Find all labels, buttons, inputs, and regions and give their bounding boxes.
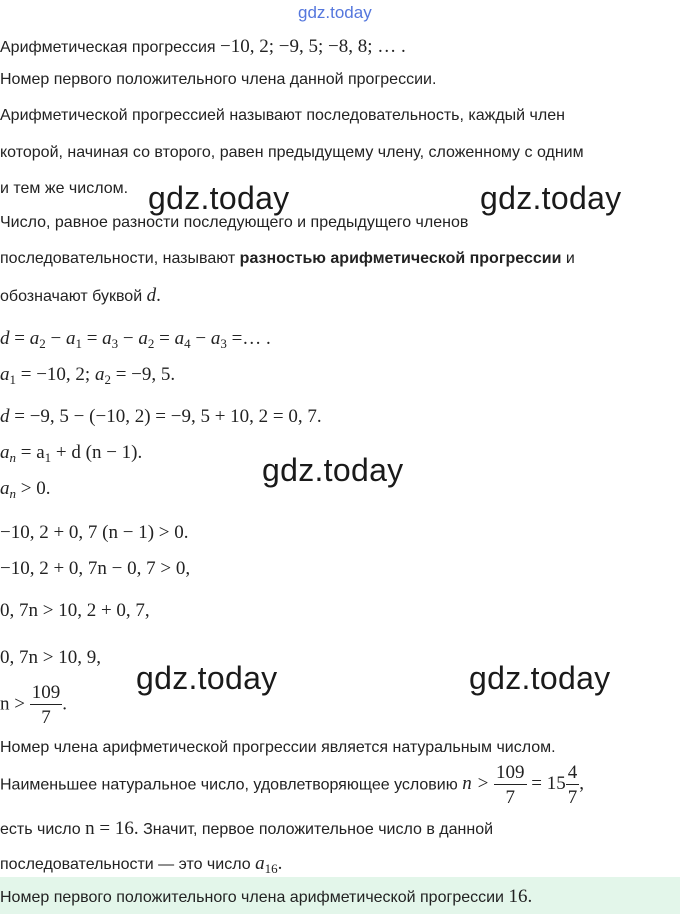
definition-line-1: Арифметической прогрессией называют последовательность, каждый член xyxy=(0,107,565,124)
first-terms: $a_1 = -10$, 2; $a_2 = -9$, 5. xyxy=(0,364,176,387)
answer-text xyxy=(0,886,532,908)
difference-calc: d = −9, 5 − (−10, 2) = −9, 5 + 10, 2 = 0, 7. xyxy=(0,406,322,427)
answer-value: 16. xyxy=(508,886,533,907)
answer-label: Номер первого положительного члена арифметической прогрессии xyxy=(0,889,504,906)
inequality-3: 0, 7n > 10, 2 + 0, 7, xyxy=(0,600,150,621)
conclusion-line-2: Наименьшее натуральное число, удовлетворяющее условию n > $\frac{109}{7}$ = 15 $\frac{4}{7}$ , xyxy=(0,762,584,808)
definition-line-2: которой, начиная со второго, равен предыдущему члену, сложенному с одним xyxy=(0,144,584,161)
task-line-2: Номер первого положительного члена данной прогрессии. xyxy=(0,71,437,88)
definition-line-4: Число, равное разности последующего и предыдущего членов xyxy=(0,214,469,231)
difference-chain: $d = a_2 - a_1 = a_3 - a_2 = a_4 - a_3$ =… . xyxy=(0,328,271,351)
watermark: gdz.today xyxy=(480,180,622,216)
definition-line-3: и тем же числом. xyxy=(0,180,129,197)
definition-line-6 xyxy=(0,285,161,307)
watermark: gdz.today xyxy=(262,452,404,488)
conclusion-text: последовательности — это число xyxy=(0,856,251,873)
answer-box xyxy=(0,877,680,914)
inequality-2: −10, 2 + 0, 7n − 0, 7 > 0, xyxy=(0,558,191,579)
definition-text: обозначают буквой xyxy=(0,288,143,305)
conclusion-line-1: Номер члена арифметической прогрессии является натуральным числом. xyxy=(0,739,556,756)
definition-text: и xyxy=(565,250,575,267)
task-label: Арифметическая прогрессия xyxy=(0,39,216,56)
definition-text: . xyxy=(156,285,161,306)
nth-term-formula: $a_n = a_1 + d$ (n − 1). xyxy=(0,442,143,465)
fraction-109-7: $\frac{109}{7}$ xyxy=(31,682,61,728)
positive-condition: $a_n > 0$. xyxy=(0,478,51,501)
inequality-1: −10, 2 + 0, 7 (n − 1) > 0. xyxy=(0,522,189,543)
fraction-4-7: $\frac{4}{7}$ xyxy=(567,762,578,808)
conclusion-text: есть число xyxy=(0,821,81,838)
watermark: gdz.today xyxy=(148,180,290,216)
conclusion-math: n = 16. xyxy=(85,818,139,839)
conclusion-text: Наименьшее натуральное число, удовлетворяющее условию xyxy=(0,776,458,794)
variable-d: d xyxy=(146,285,157,306)
task-line-1 xyxy=(0,36,406,58)
conclusion-text: Значит, первое положительное число в данной xyxy=(143,821,494,838)
inequality-result: n > $\frac{109}{7}$ . xyxy=(0,682,67,728)
conclusion-line-4: последовательности — это число $a_{16}$. xyxy=(0,853,283,876)
watermark-top: gdz.today xyxy=(298,3,372,22)
watermark: gdz.today xyxy=(136,660,278,696)
definition-term: разностью арифметической прогрессии xyxy=(239,250,562,267)
definition-line-5 xyxy=(0,250,575,268)
conclusion-line-3 xyxy=(0,818,493,840)
definition-text: последовательности, называют xyxy=(0,250,236,267)
inequality-4: 0, 7n > 10, 9, xyxy=(0,647,101,668)
task-sequence: −10, 2; −9, 5; −8, 8; … . xyxy=(220,36,406,57)
fraction-109-7: $\frac{109}{7}$ xyxy=(496,762,525,808)
watermark: gdz.today xyxy=(469,660,611,696)
